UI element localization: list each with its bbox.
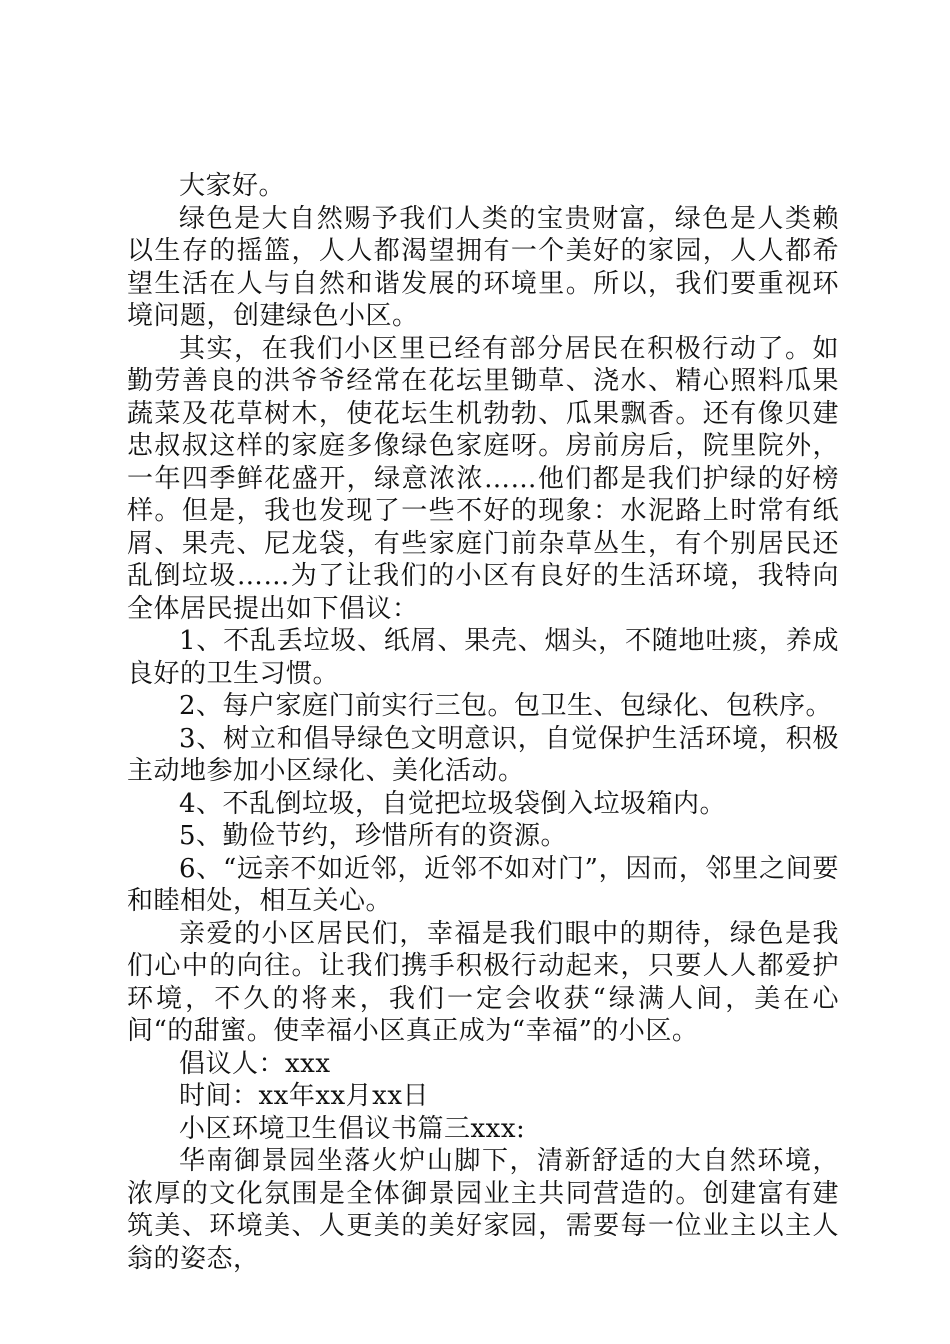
document-body <box>127 170 839 1275</box>
section-heading: 小区环境卫生倡议书篇三xxx: <box>179 1113 526 1144</box>
situation-paragraph: 其实，在我们小区里已经有部分居民在积极行动了。如勤劳善良的洪爷爷经常在花坛里锄草、浇水、精心照料瓜果蔬菜及花草树木，使花坛生机勃勃、瓜果飘香。还有像贝建忠叔叔这样的家庭多像绿色家庭呀。房前房后，院里院外，一年四季鲜花盛开，绿意浓浓……他们都是我们护绿的好榜样。但是，我也发现了一些不好的现象：水泥路上时常有纸屑、果壳、尼龙袋，有些家庭门前杂草丛生，有个别居民还乱倒垃圾……为了让我们的小区有良好的生活环境，我特向全体居民提出如下倡议： <box>127 333 839 624</box>
proposal-item-3: 3、树立和倡导绿色文明意识，自觉保护生活环境，积极主动地参加小区绿化、美化活动。 <box>127 723 839 786</box>
proposer-line: 倡议人：xxx <box>179 1048 331 1079</box>
date-line: 时间：xx年xx月xx日 <box>179 1081 429 1111</box>
proposal-item-5: 5、勤俭节约，珍惜所有的资源。 <box>179 821 568 851</box>
section-paragraph: 华南御景园坐落火炉山脚下，清新舒适的大自然环境，浓厚的文化氛围是全体御景园业主共同营造的。创建富有建筑美、环境美、人更美的美好家园，需要每一位业主以主人翁的姿态， <box>127 1146 839 1274</box>
proposal-item-6: 6、“远亲不如近邻，近邻不如对门”，因而，邻里之间要和睦相处，相互关心。 <box>127 853 839 916</box>
proposal-item-1: 1、不乱丢垃圾、纸屑、果壳、烟头，不随地吐痰，养成良好的卫生习惯。 <box>127 626 839 689</box>
proposal-item-2: 2、每户家庭门前实行三包。包卫生、包绿化、包秩序。 <box>179 691 833 721</box>
closing-paragraph: 亲爱的小区居民们，幸福是我们眼中的期待，绿色是我们心中的向往。让我们携手积极行动起来，只要人人都爱护环境，不久的将来，我们一定会收获“绿满人间，美在心间“的甜蜜。使幸福小区真正成为“幸福”的小区。 <box>127 918 839 1046</box>
proposal-item-4: 4、不乱倒垃圾，自觉把垃圾袋倒入垃圾箱内。 <box>179 788 727 819</box>
intro-paragraph: 绿色是大自然赐予我们人类的宝贵财富，绿色是人类赖以生存的摇篮，人人都渴望拥有一个美好的家园，人人都希望生活在人与自然和谐发展的环境里。所以，我们要重视环境问题，创建绿色小区。 <box>127 203 839 331</box>
greeting-paragraph: 大家好。 <box>179 171 286 201</box>
